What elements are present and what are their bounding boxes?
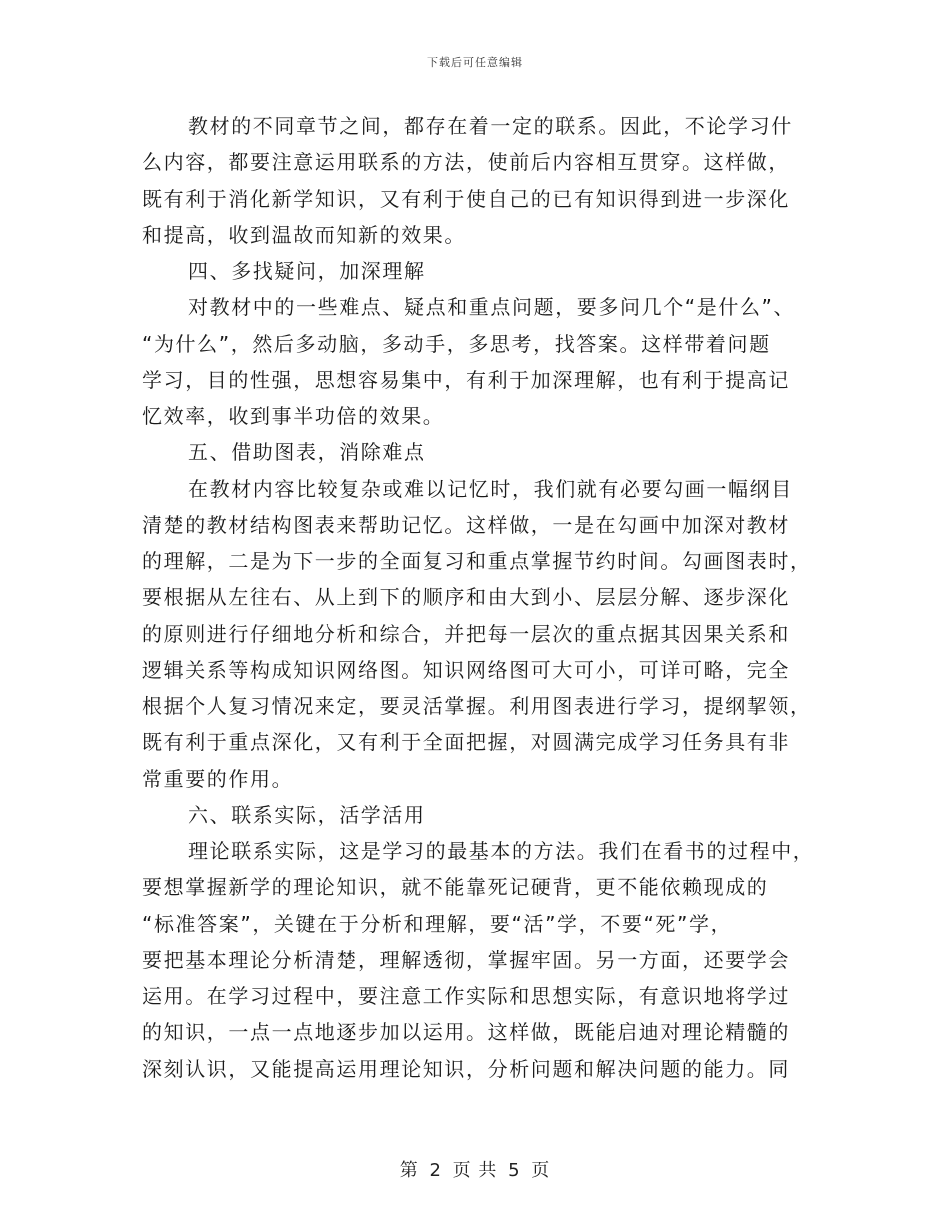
page-total: 5 — [508, 1160, 521, 1181]
section-heading: 四、多找疑问，加深理解 — [188, 259, 426, 283]
text-line: “为什么”，然后多动脑，多动手，多思考，找答案。这样带着问题 — [142, 331, 771, 356]
text-line: 逻辑关系等构成知识网络图。知识网络图可大可小，可详可略，完全 — [142, 657, 790, 682]
section-heading: 六、联系实际，活学活用 — [188, 802, 426, 827]
text-line: 和提高，收到温故而知新的效果。 — [142, 222, 466, 247]
text-line: 对教材中的一些难点、疑点和重点问题，要多问几个“是什么”、 — [188, 295, 796, 320]
page-header: 下载后可任意编辑 — [427, 56, 523, 69]
footer-suffix: 页 — [531, 1160, 551, 1181]
text-line: 在教材内容比较复杂或难以记忆时，我们就有必要勾画一幅纲目 — [188, 476, 793, 501]
text-line: 深刻认识，又能提高运用理论知识，分析问题和解决问题的能力。同 — [142, 1056, 790, 1081]
page-number: 2 — [429, 1160, 442, 1181]
text-line: 既有利于消化新学知识，又有利于使自己的已有知识得到进一步深化 — [142, 186, 790, 211]
text-line: 理论联系实际，这是学习的最基本的方法。我们在看书的过程中， — [188, 839, 815, 863]
text-line: “标准答案”，关键在于分析和理解，要“活”学，不要“死”学， — [142, 911, 733, 936]
text-line: 既有利于重点深化，又有利于全面把握，对圆满完成学习任务具有非 — [142, 730, 790, 755]
text-line: 么内容，都要注意运用联系的方法，使前后内容相互贯穿。这样做， — [142, 150, 790, 175]
text-line: 清楚的教材结构图表来帮助记忆。这样做，一是在勾画中加深对教材 — [142, 512, 790, 537]
footer-prefix: 第 — [399, 1160, 419, 1181]
text-line: 教材的不同章节之间，都存在着一定的联系。因此，不论学习什 — [188, 114, 793, 138]
text-line: 学习，目的性强，思想容易集中，有利于加深理解，也有利于提高记 — [142, 367, 790, 392]
text-line: 的理解，二是为下一步的全面复习和重点掌握节约时间。勾画图表时， — [142, 549, 812, 573]
text-line: 的知识，一点一点地逐步加以运用。这样做，既能启迪对理论精髓的 — [142, 1020, 790, 1045]
text-line: 常重要的作用。 — [142, 766, 294, 791]
text-line: 要想掌握新学的理论知识，就不能靠死记硬背，更不能依赖现成的 — [142, 875, 769, 900]
text-line: 运用。在学习过程中，要注意工作实际和思想实际，有意识地将学过 — [142, 984, 790, 1008]
text-line: 要根据从左往右、从上到下的顺序和由大到小、层层分解、逐步深化 — [142, 585, 790, 610]
text-line: 忆效率，收到事半功倍的效果。 — [142, 404, 445, 428]
footer-middle: 页 共 — [452, 1160, 498, 1181]
text-line: 根据个人复习情况来定，要灵活掌握。利用图表进行学习，提纲挈领， — [142, 694, 812, 718]
text-line: 的原则进行仔细地分析和综合，并把每一层次的重点据其因果关系和 — [142, 621, 790, 646]
section-heading: 五、借助图表，消除难点 — [188, 440, 426, 465]
document-body — [142, 108, 815, 1087]
page-footer — [0, 1156, 950, 1182]
text-line: 要把基本理论分析清楚，理解透彻，掌握牢固。另一方面，还要学会 — [142, 947, 790, 972]
